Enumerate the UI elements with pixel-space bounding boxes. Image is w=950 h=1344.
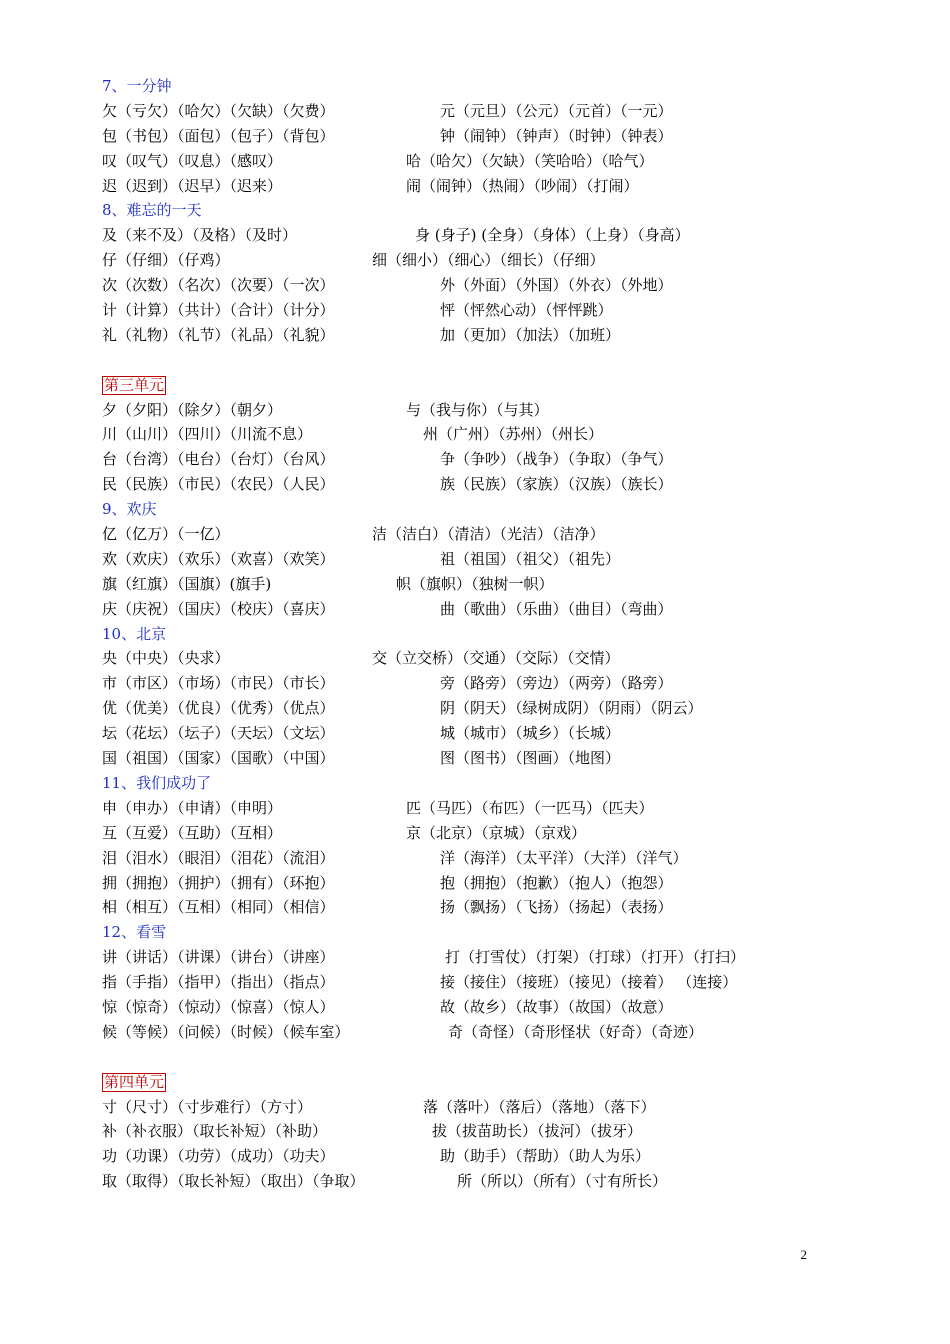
lesson-heading: 12、看雪 [102, 923, 167, 942]
vocab-right: 族（民族）（家族）（汉族）（族长） [440, 475, 673, 494]
vocab-left: 欠（亏欠）（哈欠）（欠缺）（欠费） [102, 101, 335, 120]
vocab-right: 闹（闹钟）（热闹）（吵闹）（打闹） [406, 176, 639, 195]
vocab-left: 及（来不及）（及格）（及时） [102, 226, 298, 245]
vocab-row [102, 572, 862, 597]
vocab-row [102, 796, 862, 821]
vocab-row [102, 99, 862, 124]
vocab-row [102, 248, 862, 273]
vocab-row [102, 472, 862, 497]
vocab-row [102, 422, 862, 447]
vocab-right: 接（接住）（接班）（接见）（接着） （连接） [440, 973, 738, 992]
vocab-row [102, 846, 862, 871]
vocab-left: 川（山川）（四川）（川流不息） [102, 425, 313, 444]
lesson-heading: 9、欢庆 [102, 500, 157, 519]
vocab-row [102, 174, 862, 199]
vocab-left: 欢（欢庆）（欢乐）（欢喜）（欢笑） [102, 549, 335, 568]
vocab-right: 元（元旦）（公元）（元首）（一元） [440, 101, 673, 120]
vocab-left: 庆（庆祝）（国庆）（校庆）（喜庆） [102, 599, 335, 618]
unit-title [102, 373, 862, 398]
vocab-left: 民（民族）（市民）（农民）（人民） [102, 475, 335, 494]
vocab-left: 讲（讲话）（讲课）（讲台）（讲座） [102, 948, 335, 967]
vocab-right: 加（更加）（加法）（加班） [440, 325, 621, 344]
vocab-right: 拔（拔苗助长）（拔河）（拔牙） [432, 1122, 643, 1141]
vocab-row [102, 721, 862, 746]
blank-line [102, 1045, 862, 1070]
vocab-right: 外（外面）（外国）（外衣）（外地） [440, 276, 673, 295]
vocab-left: 包（书包）（面包）（包子）（背包） [102, 126, 335, 145]
vocab-row [102, 149, 862, 174]
vocab-right: 城（城市）（城乡）（长城） [440, 724, 621, 743]
vocab-right: 帜（旗帜）（独树一帜） [396, 574, 554, 593]
vocab-left: 互（互爱）（互助）（互相） [102, 823, 283, 842]
vocab-row [102, 1095, 862, 1120]
vocab-row [102, 1119, 862, 1144]
vocab-right: 匹（马匹）（布匹）（一匹马）（匹夫） [406, 798, 654, 817]
vocab-row [102, 1020, 862, 1045]
vocab-left: 取（取得）（取长补短）（取出）（争取） [102, 1172, 365, 1191]
vocab-left: 仔（仔细）（仔鸡） [102, 251, 230, 270]
vocab-right: 抱（拥抱）（抱歉）（抱人）（抱怨） [440, 873, 673, 892]
vocab-row [102, 1169, 862, 1194]
vocab-row [102, 124, 862, 149]
vocab-right: 交（立交桥）（交通）（交际）（交情） [372, 649, 620, 668]
lesson-heading: 11、我们成功了 [102, 773, 212, 792]
page-number: 2 [800, 1247, 807, 1262]
vocab-right: 祖（祖国）（祖父）（祖先） [440, 549, 621, 568]
vocab-left: 台（台湾）（电台）（台灯）（台风） [102, 450, 335, 469]
vocab-row [102, 298, 862, 323]
vocab-row [102, 895, 862, 920]
vocab-right: 奇（奇怪）（奇形怪状（好奇）（奇迹） [448, 1022, 704, 1041]
vocab-row [102, 223, 862, 248]
vocab-left: 国（祖国）（国家）（国歌）（中国） [102, 749, 335, 768]
vocab-left: 坛（花坛）（坛子）（天坛）（文坛） [102, 724, 335, 743]
document-body [102, 74, 862, 1194]
vocab-right: 旁（路旁）（旁边）（两旁）（路旁） [440, 674, 673, 693]
vocab-left: 旗（红旗）（国旗）(旗手) [102, 574, 272, 593]
unit-title-box: 第四单元 [104, 1072, 165, 1091]
vocab-left: 指（手指）（指甲）（指出）（指点） [102, 973, 335, 992]
vocab-left: 市（市区）（市场）（市民）（市长） [102, 674, 335, 693]
vocab-right: 所（所以）（所有）（寸有所长） [457, 1172, 668, 1191]
vocab-right: 哈（哈欠）（欠缺）（笑哈哈）（哈气） [406, 151, 654, 170]
vocab-right: 打（打雪仗）（打架）（打球）（打开）（打扫） [445, 948, 746, 967]
blank-line [102, 348, 862, 373]
vocab-left: 叹（叹气）（叹息）（感叹） [102, 151, 283, 170]
lesson-heading: 8、难忘的一天 [102, 201, 202, 220]
vocab-right: 洁（洁白）（清洁）（光洁）（洁净） [372, 525, 605, 544]
unit-title [102, 1070, 862, 1095]
vocab-left: 次（次数）（名次）（次要）（一次） [102, 276, 335, 295]
vocab-right: 曲（歌曲）（乐曲）（曲目）（弯曲） [440, 599, 673, 618]
vocab-row [102, 447, 862, 472]
lesson-heading: 7、一分钟 [102, 77, 172, 95]
vocab-left: 计（计算）（共计）（合计）（计分） [102, 301, 335, 320]
vocab-left: 央（中央）（央求） [102, 649, 230, 668]
vocab-left: 拥（拥抱）（拥护）（拥有）（环抱） [102, 873, 335, 892]
vocab-left: 惊（惊奇）（惊动）（惊喜）（惊人） [102, 997, 335, 1016]
vocab-row [102, 746, 862, 771]
vocab-row [102, 398, 862, 423]
vocab-row [102, 696, 862, 721]
unit-title-box: 第三单元 [104, 375, 165, 394]
vocab-left: 夕（夕阳）（除夕）（朝夕） [102, 400, 283, 419]
vocab-right: 阴（阴天）（绿树成阴）（阴雨）（阴云） [440, 699, 703, 718]
vocab-row [102, 522, 862, 547]
vocab-right: 身 (身子) (全身）（身体）（上身）（身高） [415, 226, 690, 245]
vocab-right: 助（助手）（帮助）（助人为乐） [440, 1147, 651, 1166]
vocab-right: 落（落叶）（落后）（落地）（落下） [423, 1097, 656, 1116]
vocab-right: 京（北京）（京城）（京戏） [406, 823, 587, 842]
vocab-row [102, 1144, 862, 1169]
vocab-row [102, 273, 862, 298]
vocab-left: 泪（泪水）（眼泪）（泪花）（流泪） [102, 848, 335, 867]
vocab-left: 相（相互）（互相）（相同）（相信） [102, 898, 335, 917]
vocab-left: 迟（迟到）（迟早）（迟来） [102, 176, 283, 195]
vocab-row [102, 597, 862, 622]
vocab-row [102, 671, 862, 696]
vocab-row [102, 646, 862, 671]
vocab-row [102, 323, 862, 348]
vocab-left: 功（功课）（功劳）（成功）（功夫） [102, 1147, 335, 1166]
vocab-right: 钟（闹钟）（钟声）（时钟）（钟表） [440, 126, 673, 145]
vocab-left: 申（申办）（申请）（申明） [102, 798, 283, 817]
vocab-row [102, 945, 862, 970]
vocab-row [102, 547, 862, 572]
vocab-left: 补（补衣服）（取长补短）（补助） [102, 1122, 328, 1141]
lesson-heading: 10、北京 [102, 624, 167, 643]
vocab-right: 与（我与你）（与其） [406, 400, 549, 419]
vocab-right: 洋（海洋）（太平洋）（大洋）（洋气） [440, 848, 688, 867]
vocab-left: 优（优美）（优良）（优秀）（优点） [102, 699, 335, 718]
vocab-right: 故（故乡）（故事）（故国）（故意） [440, 997, 673, 1016]
vocab-row [102, 995, 862, 1020]
vocab-right: 扬（飘扬）（飞扬）（扬起）（表扬） [440, 898, 673, 917]
vocab-left: 亿（亿万）（一亿） [102, 525, 230, 544]
vocab-left: 候（等候）（问候）（时候）（候车室） [102, 1022, 350, 1041]
vocab-right: 图（图书）（图画）（地图） [440, 749, 621, 768]
vocab-row [102, 871, 862, 896]
vocab-right: 细（细小）（细心）（细长）（仔细） [372, 251, 605, 270]
vocab-row [102, 821, 862, 846]
vocab-right: 州（广州）（苏州）（州长） [423, 425, 604, 444]
vocab-right: 争（争吵）（战争）（争取）（争气） [440, 450, 673, 469]
vocab-left: 寸（尺寸）（寸步难行）（方寸） [102, 1097, 313, 1116]
vocab-right: 怦（怦然心动）（怦怦跳） [440, 301, 613, 320]
vocab-left: 礼（礼物）（礼节）（礼品）（礼貌） [102, 325, 335, 344]
vocab-row [102, 970, 862, 995]
